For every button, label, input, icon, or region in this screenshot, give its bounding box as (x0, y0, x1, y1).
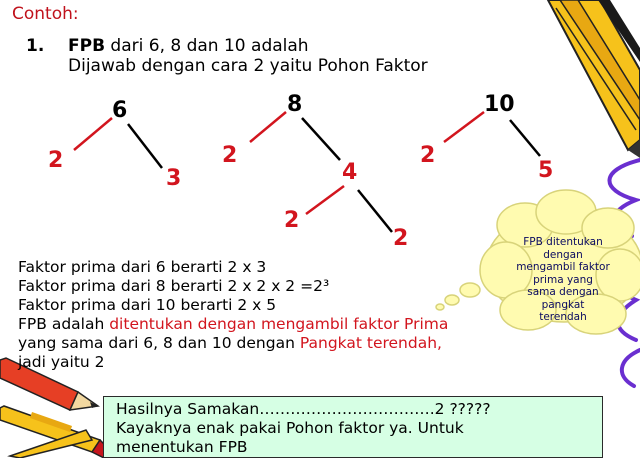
fact-highlight: Pangkat terendah, (299, 334, 442, 352)
note-line: Hasilnya Samakan…………………………….2 ????? (116, 400, 491, 418)
tree-root-8: 8 (287, 92, 303, 117)
tree-line (444, 112, 484, 142)
tree-line (302, 118, 340, 160)
tree-node-4: 4 (342, 160, 358, 185)
cloud-line: pangkat (541, 298, 585, 311)
tree-line (128, 124, 162, 168)
tree-line (358, 190, 392, 232)
note-box (103, 396, 603, 458)
note-line: menentukan FPB (116, 438, 248, 456)
fact-line: Faktor prima dari 6 berarti 2 x 3 (18, 258, 267, 276)
explanation-text (18, 258, 448, 372)
tree-root-6: 6 (112, 98, 128, 123)
fact-text: yang sama dari 6, 8 dan 10 dengan (18, 334, 300, 352)
thought-cloud-text (497, 236, 629, 324)
cloud-line: dengan (543, 248, 583, 261)
tree-factor-left: 2 (420, 143, 436, 168)
fact-line (18, 334, 448, 353)
fact-line: jadi yaitu 2 (18, 353, 105, 371)
fact-line: Faktor prima dari 10 berarti 2 x 5 (18, 296, 277, 314)
tree-line (306, 186, 344, 214)
term-fpb: FPB (68, 36, 106, 56)
example-label: Contoh: (12, 4, 79, 24)
tree-line (250, 112, 286, 142)
tree-root-10: 10 (484, 92, 515, 117)
cloud-line: FPB ditentukan (523, 236, 603, 248)
tree-factor-left: 2 (48, 148, 64, 173)
cloud-line: mengambil faktor (516, 261, 610, 273)
tree-factor-left: 2 (284, 208, 300, 233)
fact-highlight: ditentukan dengan mengambil faktor Prima (109, 315, 449, 333)
cloud-line: sama dengan (527, 286, 599, 298)
tree-line (510, 120, 540, 156)
question-number: 1. (26, 36, 45, 56)
fact-text: FPB adalah (18, 315, 110, 333)
cloud-line: terendah (539, 311, 587, 323)
crayon-icon (0, 406, 116, 458)
fact-line: Faktor prima dari 8 berarti 2 x 2 x 2 =2³ (18, 277, 330, 295)
question-line-1-text: dari 6, 8 dan 10 adalah (105, 36, 309, 56)
tree-factor-right: 5 (538, 158, 554, 183)
tree-factor-right: 3 (166, 166, 182, 191)
question-line-1 (68, 36, 309, 56)
tree-line (74, 118, 112, 150)
cloud-line: prima yang (533, 273, 593, 286)
fact-line (18, 315, 448, 334)
question-line-2: Dijawab dengan cara 2 yaitu Pohon Faktor (68, 56, 428, 76)
pencil-icon (548, 0, 640, 158)
note-line: Kayaknya enak pakai Pohon faktor ya. Untuk (116, 419, 464, 437)
tree-factor-left: 2 (222, 143, 238, 168)
tree-factor-right: 2 (393, 226, 409, 251)
